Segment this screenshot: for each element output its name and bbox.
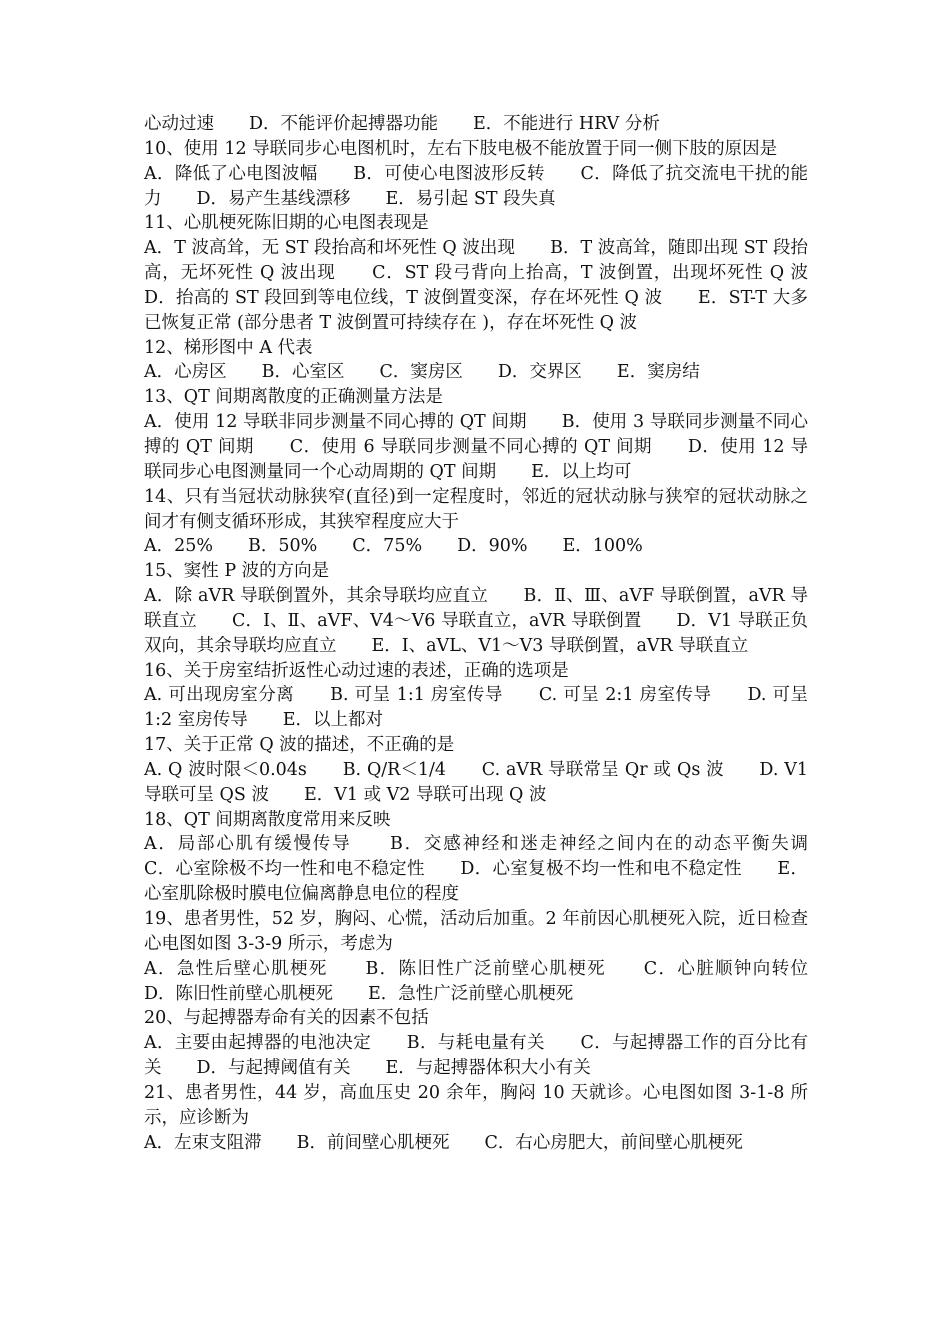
question-19-stem: 19、患者男性，52 岁，胸闷、心慌，活动后加重。2 年前因心肌梗死入院，近日检查心电图如图 3-3-9 所示，考虑为 [144, 909, 808, 954]
question-18-options: A．局部心肌有缓慢传导 B．交感神经和迷走神经之间内在的动态平衡失调 C．心室除极不均一性和电不稳定性 D．心室复极不均一性和电不稳定性 E．心室肌除极时膜电位偏离静息电位的程度 [144, 834, 843, 905]
question-10-options: A．降低了心电图波幅 B．可使心电图波形反转 C．降低了抗交流电干扰的能力 D．易产生基线漂移 E．易引起 ST 段失真 [144, 163, 808, 209]
question-15-options: A．除 aVR 导联倒置外，其余导联均应直立 B．Ⅱ、Ⅲ、aVF 导联倒置，aVR 导联直立 C．Ⅰ、Ⅱ、aVF、V4～V6 导联直立，aVR 导联倒置 D．V1 导联正负双向，其余导联均应直立 E．Ⅰ、aVL、V1～V3 导联倒置，aVR 导联直立 [144, 586, 808, 656]
question-16-options: A. 可出现房室分离 B. 可呈 1:1 房室传导 C. 可呈 2:1 房室传导 D. 可呈 1:2 室房传导 E．以上都对 [144, 685, 808, 731]
question-21-stem: 21、患者男性，44 岁，高血压史 20 余年，胸闷 10 天就诊。心电图如图 3-1-8 所示，应诊断为 [144, 1082, 808, 1128]
question-20-stem: 20、与起搏器寿命有关的因素不包括 [144, 1008, 429, 1029]
question-17-options: A. Q 波时限＜0.04s B. Q/R＜1/4 C. aVR 导联常呈 Qr 或 Qs 波 D. V1 导联可呈 QS 波 E．V1 或 V2 导联可出现 Q 波 [144, 759, 808, 805]
question-17-stem: 17、关于正常 Q 波的描述，不正确的是 [144, 735, 455, 756]
question-11-stem: 11、心肌梗死陈旧期的心电图表现是 [144, 213, 429, 234]
question-12-stem: 12、梯形图中 A 代表 [144, 337, 313, 358]
text-line: 心动过速 D．不能评价起搏器功能 E．不能进行 HRV 分析 [144, 114, 660, 134]
question-13-stem: 13、QT 间期离散度的正确测量方法是 [144, 387, 443, 408]
question-19-options: A．急性后壁心肌梗死 B．陈旧性广泛前壁心肌梗死 C．心脏顺钟向转位 D．陈旧性前壁心肌梗死 E．急性广泛前壁心肌梗死 [144, 958, 843, 1004]
question-12-options: A．心房区 B．心室区 C．窦房区 D．交界区 E．窦房结 [144, 362, 700, 383]
document-page [144, 112, 843, 1155]
question-13-options: A．使用 12 导联非同步测量不同心搏的 QT 间期 B．使用 3 导联同步测量不同心搏的 QT 间期 C．使用 6 导联同步测量不同心搏的 QT 间期 D．使用 12 导联同步心电图测量同一个心动周期的 QT 间期 E．以上均可 [144, 412, 808, 482]
question-18-stem: 18、QT 间期离散度常用来反映 [144, 809, 391, 830]
question-21-options: A．左束支阻滞 B．前间壁心肌梗死 C．右心房肥大，前间壁心肌梗死 [144, 1132, 743, 1153]
question-14-stem: 14、只有当冠状动脉狭窄(直径)到一定程度时，邻近的冠状动脉与狭窄的冠状动脉之间才有侧支循环形成，其狭窄程度应大于 [144, 486, 808, 532]
question-20-options: A．主要由起搏器的电池决定 B．与耗电量有关 C．与起搏器工作的百分比有关 D．与起搏阈值有关 E．与起搏器体积大小有关 [144, 1033, 808, 1079]
question-16-stem: 16、关于房室结折返性心动过速的表述，正确的选项是 [144, 660, 569, 681]
question-14-options: A．25% B．50% C．75% D．90% E．100% [144, 536, 643, 557]
question-15-stem: 15、窦性 P 波的方向是 [144, 561, 330, 582]
question-10-stem: 10、使用 12 导联同步心电图机时，左右下肢电极不能放置于同一侧下肢的原因是 [144, 138, 778, 159]
question-11-options: A．T 波高耸，无 ST 段抬高和坏死性 Q 波出现 B．T 波高耸，随即出现 ST 段抬高，无坏死性 Q 波出现 C．ST 段弓背向上抬高，T 波倒置，出现坏死性 Q 波 D．抬高的 ST 段回到等电位线，T 波倒置变深，存在坏死性 Q 波 E．ST-T 大多已恢复正常 (部分患者 T 波倒置可持续存在 )，存在坏死性 Q 波 [144, 238, 843, 333]
